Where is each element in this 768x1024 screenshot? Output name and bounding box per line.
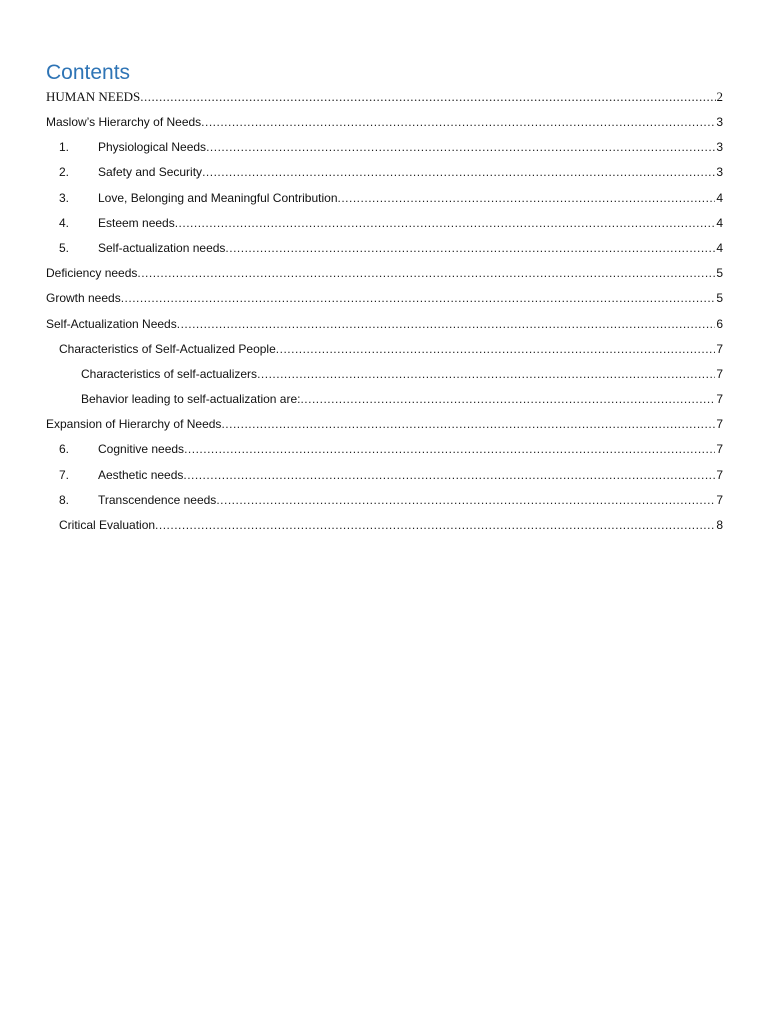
toc-entry-label: Self-Actualization Needs [46,316,177,331]
toc-entry-physiological-needs[interactable] [46,137,723,162]
toc-entry-label: Aesthetic needs [98,467,184,482]
toc-leader [338,188,716,208]
toc-leader [183,465,715,485]
toc-page-number: 5 [716,266,723,281]
toc-page-number: 4 [716,190,723,205]
toc-leader [177,314,716,334]
toc-page-number: 7 [716,392,723,407]
toc-entry-label: Self-actualization needs [98,240,226,255]
toc-page-number: 2 [716,89,723,104]
toc-entry-label: Characteristics of self-actualizers [81,366,258,381]
toc-leader [202,162,715,182]
toc-entry-expansion-hierarchy[interactable] [46,414,723,439]
toc-entry-aesthetic-needs[interactable] [46,465,723,490]
toc-entry-number: 3. [59,190,70,205]
toc-page-number: 7 [716,417,723,432]
toc-title: Contents [46,61,131,84]
toc-page-number: 7 [716,366,723,381]
toc-entry-label: Critical Evaluation [59,518,156,532]
toc-leader [225,238,715,258]
toc-leader [300,389,715,409]
toc-entry-cognitive-needs[interactable] [46,439,723,464]
toc-page-number: 3 [716,140,723,155]
toc-page-number: 4 [716,215,723,230]
toc-leader [155,515,715,535]
toc-leader [137,263,715,283]
toc-entry-label: Cognitive needs [98,442,185,457]
toc-page-number: 7 [716,442,723,457]
toc-entry-label: Deficiency needs [46,266,138,281]
toc-entry-label: HUMAN NEEDS [46,89,141,104]
toc-entry-love-belonging[interactable] [46,188,723,213]
toc-entry-label: Esteem needs [98,215,175,230]
toc-entry-number: 7. [59,467,70,482]
toc-entry-label: Safety and Security [98,165,203,180]
toc-entry-number: 1. [59,140,70,155]
toc-entry-number: 4. [59,215,70,230]
toc-entry-characteristics-people[interactable] [46,339,723,364]
toc-entry-label: Expansion of Hierarchy of Needs [46,417,222,432]
toc-page-number: 4 [716,240,723,255]
toc-page-number: 7 [716,492,723,507]
toc-leader [184,439,715,459]
toc-leader [175,213,716,233]
toc-entry-number: 5. [59,240,70,255]
toc-entry-deficiency-needs[interactable] [46,263,723,288]
toc-entry-number: 8. [59,492,70,507]
toc-entry-critical-evaluation[interactable] [46,515,723,540]
toc-entry-label: Behavior leading to self-actualization are: [81,392,301,407]
toc-entry-esteem-needs[interactable] [46,213,723,238]
toc-entry-label: Maslow’s Hierarchy of Needs [46,115,202,129]
toc-entry-number: 6. [59,442,70,457]
toc-entry-behavior-leading[interactable] [46,389,723,414]
toc-entry-maslows-hierarchy[interactable] [46,112,723,137]
toc-page-number: 3 [716,115,723,129]
toc-leader [276,339,716,359]
toc-entry-self-actualization-needs[interactable] [46,238,723,263]
toc-leader [216,490,715,510]
toc-list [46,87,723,540]
toc-entry-transcendence-needs[interactable] [46,490,723,515]
toc-page-number: 6 [716,316,723,331]
toc-leader [206,137,715,157]
toc-page-number: 5 [716,291,723,306]
toc-entry-label: Transcendence needs [98,492,217,507]
toc-leader [221,414,715,434]
toc-entry-label: Growth needs [46,291,121,306]
toc-leader [257,364,715,384]
toc-entry-self-actualization-section[interactable] [46,314,723,339]
toc-entry-human-needs[interactable] [46,87,723,112]
toc-entry-characteristics-actualizers[interactable] [46,364,723,389]
toc-entry-label: Characteristics of Self-Actualized People [59,341,276,356]
toc-page-number: 8 [716,518,723,532]
toc-entry-label: Love, Belonging and Meaningful Contribution [98,190,338,205]
toc-page-number: 3 [716,165,723,180]
toc-leader [201,112,715,132]
toc-entry-label: Physiological Needs [98,140,207,155]
toc-page-number: 7 [716,341,723,356]
toc-leader [121,288,716,308]
toc-entry-safety-security[interactable] [46,162,723,187]
document-page [46,58,723,540]
toc-page-number: 7 [716,467,723,482]
toc-entry-number: 2. [59,165,70,180]
toc-leader [140,87,715,107]
toc-entry-growth-needs[interactable] [46,288,723,313]
